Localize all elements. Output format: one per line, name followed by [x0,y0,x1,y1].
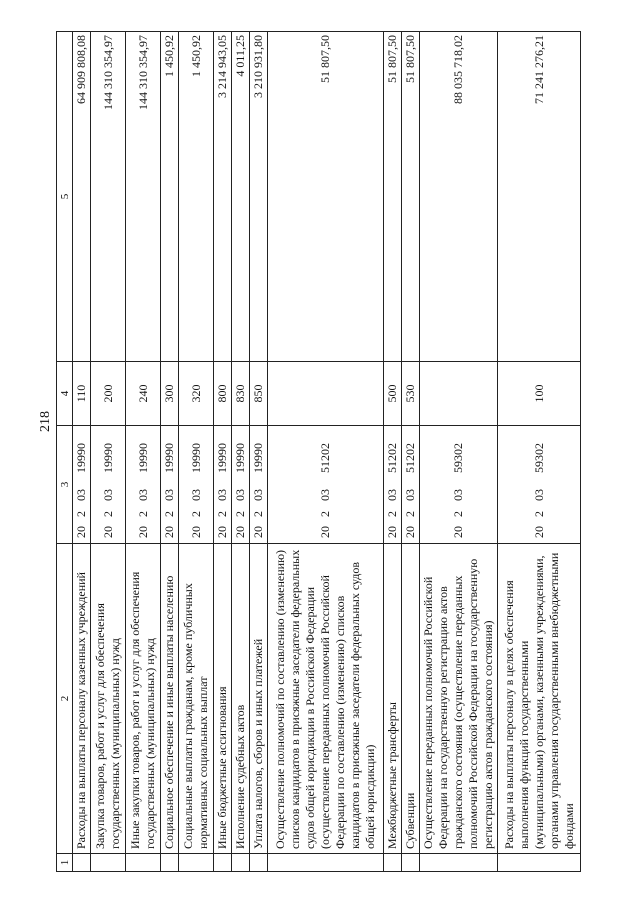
expense-type-code: 200 [91,362,126,426]
code-part: 20 [215,526,229,538]
code-part: 2 [215,511,229,517]
code-part: 03 [100,489,115,501]
code-part: 2 [135,511,150,517]
row-name: Осуществление переданных полномочий Российской Федерации на государственную регистрацию актов гражданского состояния (осуществление переданных полномочий Российской Федерации на государственную регистрацию актов гражданского состояния) [420,544,498,854]
row-marker-cell [214,854,232,872]
code-part: 03 [215,489,229,501]
expense-type-code [420,362,498,426]
expense-type-code: 240 [126,362,161,426]
row-name: Исполнение судебных актов [232,544,250,854]
classification-code [161,426,179,544]
row-name: Расходы на выплаты персоналу в целях обеспечения выполнения функций государственными (муниципальными) органами, казенными учреждениями, органами управления государственными внебюджетными фондами [498,544,581,854]
code-part: 2 [385,511,399,517]
row-marker-cell [73,854,91,872]
table-row [498,32,581,872]
code-part: 20 [531,526,546,538]
code-part: 2 [74,511,88,517]
expense-type-code: 100 [498,362,581,426]
column-header: 4 [57,362,73,426]
amount-value: 51 807,50 [402,32,420,362]
expense-type-code: 300 [161,362,179,426]
row-marker-cell [250,854,268,872]
table-row [402,32,420,872]
amount-value: 144 310 354,97 [126,32,161,362]
row-name: Расходы на выплаты персоналу казенных учреждений [73,544,91,854]
code-part: 2 [162,511,176,517]
row-marker-cell [91,854,126,872]
column-header: 2 [57,544,73,854]
code-part: 20 [233,526,247,538]
code-part: 19990 [251,443,265,473]
column-header: 3 [57,426,73,544]
table-row [384,32,402,872]
row-name: Иные бюджетные ассигнования [214,544,232,854]
code-part: 03 [188,489,203,501]
table-row [179,32,214,872]
code-part: 03 [162,489,176,501]
expense-type-code: 500 [384,362,402,426]
expense-type-code: 850 [250,362,268,426]
amount-value: 1 450,92 [161,32,179,362]
row-marker-cell [161,854,179,872]
table-row [268,32,384,872]
budget-table [56,31,581,872]
expense-type-code: 110 [73,362,91,426]
code-part: 03 [403,489,417,501]
code-part: 19990 [100,443,115,473]
column-header: 5 [57,32,73,362]
classification-code [232,426,250,544]
classification-code [402,426,420,544]
row-marker-cell [384,854,402,872]
row-name: Уплата налогов, сборов и иных платежей [250,544,268,854]
row-marker-cell [126,854,161,872]
classification-code [73,426,91,544]
code-part: 2 [188,511,203,517]
code-part: 20 [135,526,150,538]
classification-code [250,426,268,544]
row-marker-cell [268,854,384,872]
code-part: 20 [162,526,176,538]
table-row [161,32,179,872]
amount-value: 3 214 943,05 [214,32,232,362]
row-marker-cell [420,854,498,872]
code-part: 03 [531,489,546,501]
row-name: Социальные выплаты гражданам, кроме публичных нормативных социальных выплат [179,544,214,854]
code-part: 19990 [74,443,88,473]
table-row [214,32,232,872]
code-part: 2 [531,511,546,517]
classification-code [126,426,161,544]
classification-code [498,426,581,544]
row-name: Иные закупки товаров, работ и услуг для обеспечения государственных (муниципальных) нужд [126,544,161,854]
row-name: Субвенции [402,544,420,854]
table-row [250,32,268,872]
table-row [126,32,161,872]
expense-type-code: 530 [402,362,420,426]
amount-value: 3 210 931,80 [250,32,268,362]
header-row [57,32,73,872]
expense-type-code: 800 [214,362,232,426]
code-part: 59302 [531,443,546,473]
table-row [91,32,126,872]
code-part: 19990 [215,443,229,473]
classification-code [179,426,214,544]
code-part: 19990 [233,443,247,473]
code-part: 19990 [135,443,150,473]
code-part: 03 [233,489,247,501]
column-header: 1 [57,854,73,872]
classification-code [384,426,402,544]
row-marker-cell [232,854,250,872]
expense-type-code: 320 [179,362,214,426]
row-marker-cell [179,854,214,872]
row-name: Межбюджетные трансферты [384,544,402,854]
amount-value: 88 035 718,02 [420,32,498,362]
code-part: 20 [318,526,332,538]
code-part: 03 [385,489,399,501]
page-number: 218 [38,411,53,432]
code-part: 2 [233,511,247,517]
row-name: Закупка товаров, работ и услуг для обеспечения государственных (муниципальных) нужд [91,544,126,854]
expense-type-code: 830 [232,362,250,426]
classification-code [214,426,232,544]
classification-code [91,426,126,544]
code-part: 59302 [451,443,465,473]
code-part: 20 [74,526,88,538]
code-part: 20 [385,526,399,538]
row-name: Осуществление полномочий по составлению (изменению) списков кандидатов в присяжные заседатели федеральных судов общей юрисдикции в Российской Федерации (осуществление переданных полномочий Российской Федерации по составлению (изменению) списков кандидатов в присяжные заседатели федеральных судов общей юрисдикции) [268,544,384,854]
code-part: 20 [451,526,465,538]
row-marker-cell [402,854,420,872]
code-part: 03 [74,489,88,501]
code-part: 03 [251,489,265,501]
table-row [73,32,91,872]
code-part: 20 [188,526,203,538]
amount-value: 144 310 354,97 [91,32,126,362]
amount-value: 51 807,50 [268,32,384,362]
code-part: 03 [451,489,465,501]
row-name: Социальное обеспечение и иные выплаты населению [161,544,179,854]
code-part: 2 [451,511,465,517]
classification-code [268,426,384,544]
code-part: 51202 [318,443,332,473]
code-part: 20 [403,526,417,538]
code-part: 2 [403,511,417,517]
code-part: 03 [318,489,332,501]
amount-value: 4 011,25 [232,32,250,362]
code-part: 20 [100,526,115,538]
amount-value: 51 807,50 [384,32,402,362]
table-row [232,32,250,872]
amount-value: 64 909 808,08 [73,32,91,362]
code-part: 51202 [385,443,399,473]
amount-value: 71 241 276,21 [498,32,581,362]
code-part: 20 [251,526,265,538]
code-part: 51202 [403,443,417,473]
code-part: 03 [135,489,150,501]
code-part: 19990 [162,443,176,473]
code-part: 2 [318,511,332,517]
classification-code [420,426,498,544]
table-row [420,32,498,872]
code-part: 2 [100,511,115,517]
amount-value: 1 450,92 [179,32,214,362]
code-part: 19990 [188,443,203,473]
expense-type-code [268,362,384,426]
budget-table-container [56,32,576,872]
code-part: 2 [251,511,265,517]
row-marker-cell [498,854,581,872]
